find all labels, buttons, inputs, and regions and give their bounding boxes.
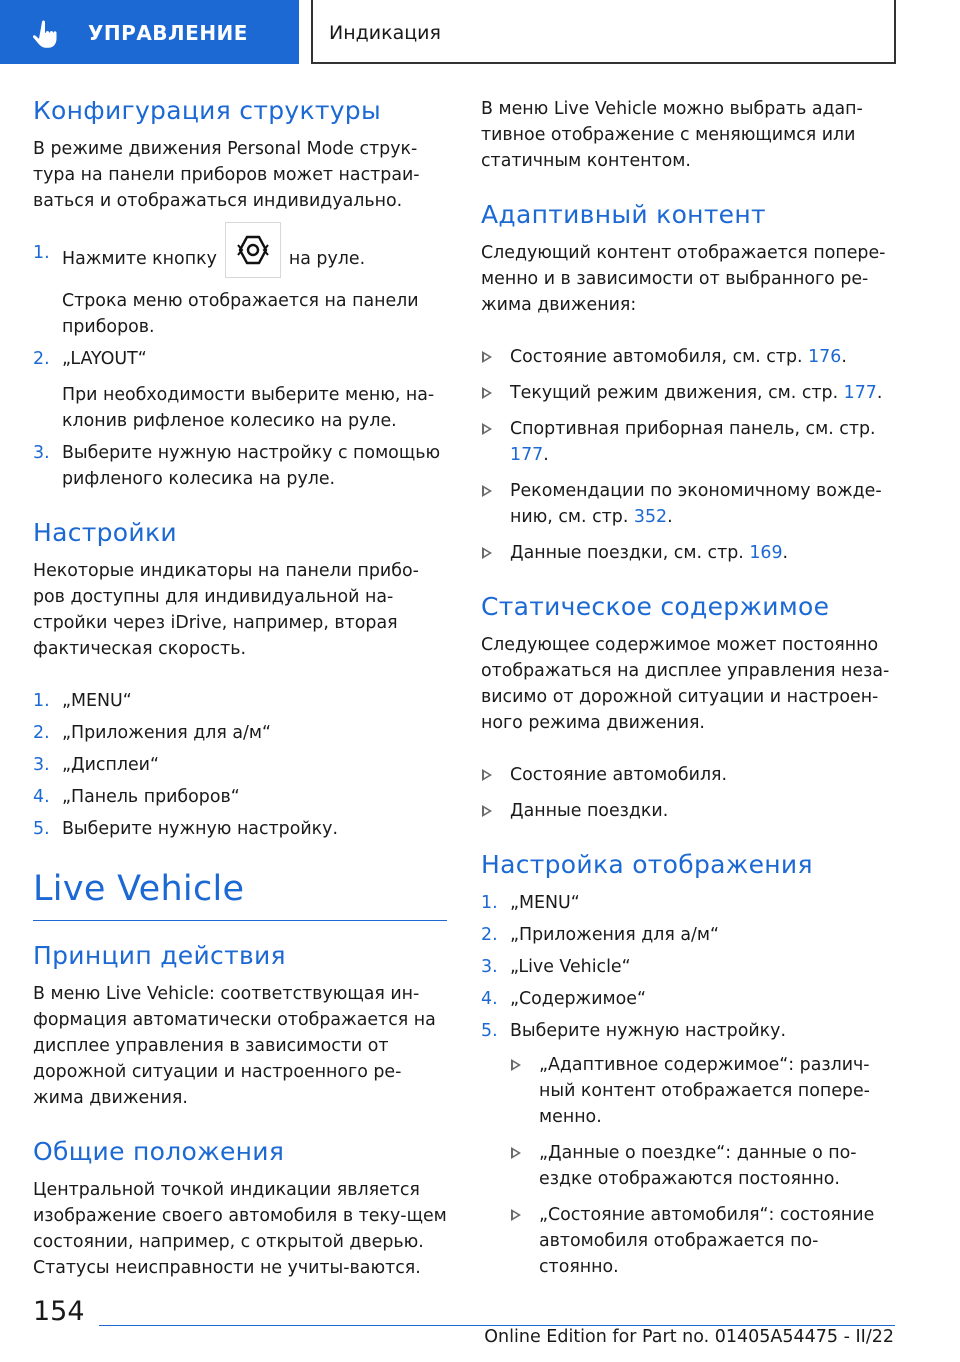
step-number: 5. — [33, 819, 50, 839]
list-item — [33, 440, 447, 492]
step-text: на руле. — [288, 249, 366, 269]
step-number: 3. — [33, 443, 50, 463]
step-text: „Панель приборов“ — [62, 787, 240, 807]
bullet-list — [481, 762, 895, 824]
bullet-end: . — [876, 383, 883, 403]
step-number: 1. — [481, 893, 498, 913]
right-column — [481, 96, 895, 1306]
page-link[interactable]: 176 — [808, 347, 842, 367]
step-text: Выберите нужную настройку. — [510, 1021, 786, 1041]
list-item — [481, 380, 895, 406]
list-item — [481, 798, 895, 824]
paragraph: В меню Live Vehicle можно выбрать адап-тивное отображение с меняющимся или статичным контентом. — [481, 99, 863, 171]
list-item — [481, 954, 895, 980]
steps-list — [481, 890, 895, 1280]
triangle-bullet-icon — [511, 1209, 521, 1221]
list-item — [33, 240, 447, 340]
section-tab — [0, 0, 299, 64]
heading-structure-config: Конфигурация структуры — [33, 96, 382, 125]
step-text: „Содержимое“ — [510, 989, 646, 1009]
bullet-text: „Состояние автомобиля“: состояние автомобиля отображается по-стоянно. — [539, 1205, 875, 1277]
step-text: Нажмите кнопку — [62, 249, 217, 269]
step-text: „Приложения для а/м“ — [510, 925, 719, 945]
triangle-bullet-icon — [482, 769, 492, 781]
paragraph: В меню Live Vehicle: соответствующая ин-формация автоматически отображается на дисплее управления в зависимости от дорожной ситуации и настроенного ре-жима движения. — [33, 984, 436, 1108]
bullet-text: Состояние автомобиля, см. стр. — [510, 347, 803, 367]
footer-edition: Online Edition for Part no. 01405A54475 - II/22 — [484, 1327, 894, 1347]
step-sub-text: Строка меню отображается на панели приборов. — [62, 291, 419, 337]
bullet-end: . — [667, 507, 673, 527]
step-number: 2. — [481, 925, 498, 945]
list-item — [481, 1018, 895, 1280]
page-title: Индикация — [329, 22, 441, 44]
bullet-text: „Данные о поездке“: данные о по-ездке отображаются постоянно. — [539, 1143, 857, 1189]
bullet-end: . — [543, 445, 549, 465]
list-item — [510, 1140, 895, 1192]
paragraph: Некоторые индикаторы на панели прибо-ров доступны для индивидуальной на-стройки через iDrive, например, вторая фактическая скорость. — [33, 561, 419, 659]
heading-display-settings: Настройка отображения — [481, 850, 813, 879]
header-title-box — [311, 0, 896, 64]
step-sub-text: При необходимости выберите меню, на-клонив рифленое колесико на руле. — [62, 385, 435, 431]
bullet-text: Спортивная приборная панель, см. стр. — [510, 419, 876, 439]
list-item — [33, 688, 447, 714]
step-number: 5. — [481, 1021, 498, 1041]
list-item — [481, 922, 895, 948]
triangle-bullet-icon — [482, 387, 492, 399]
list-item — [481, 344, 895, 370]
list-item — [33, 752, 447, 778]
hand-pointer-icon — [30, 18, 64, 52]
step-number: 3. — [481, 957, 498, 977]
paragraph: Следующее содержимое может постоянно отображаться на дисплее управления неза-висимо от дорожной ситуации и настроен-ного режима движения. — [481, 635, 890, 733]
list-item — [481, 478, 895, 530]
step-text: „LAYOUT“ — [62, 349, 147, 369]
bullet-list — [481, 344, 895, 566]
heading-adaptive-content: Адаптивный контент — [481, 200, 766, 229]
step-text: Выберите нужную настройку. — [62, 819, 338, 839]
list-item — [481, 416, 895, 468]
left-column — [33, 96, 447, 1307]
triangle-bullet-icon — [482, 805, 492, 817]
step-text: „MENU“ — [510, 893, 580, 913]
list-item — [33, 720, 447, 746]
page-number: 154 — [33, 1296, 85, 1327]
page-link[interactable]: 352 — [633, 507, 668, 527]
list-item — [33, 784, 447, 810]
list-item — [481, 762, 895, 788]
triangle-bullet-icon — [511, 1147, 521, 1159]
heading-static-content: Статическое содержимое — [481, 592, 830, 621]
step-number: 4. — [481, 989, 498, 1009]
triangle-bullet-icon — [482, 485, 492, 497]
bullet-end: . — [782, 543, 789, 563]
step-number: 4. — [33, 787, 50, 807]
bullet-text: „Адаптивное содержимое“: различ-ный контент отображается попере-менно. — [539, 1055, 870, 1127]
list-item — [33, 816, 447, 842]
paragraph: Центральной точкой индикации является изображение своего автомобиля в теку-щем состоянии, например, с открытой дверью. Статусы неисправности не учиты-ваются. — [33, 1180, 447, 1278]
page-link[interactable]: 177 — [510, 445, 544, 465]
step-number: 2. — [33, 349, 50, 369]
page-link[interactable]: 169 — [749, 543, 783, 563]
step-text: „Приложения для а/м“ — [62, 723, 271, 743]
step-number: 1. — [33, 691, 50, 711]
bullet-text: Данные поездки, см. стр. — [510, 543, 744, 563]
paragraph: В режиме движения Personal Mode струк-тура на панели приборов может настраи-ваться и отображаться индивидуально. — [33, 139, 420, 211]
step-text: „Live Vehicle“ — [510, 957, 631, 977]
triangle-bullet-icon — [482, 547, 492, 559]
heading-settings: Настройки — [33, 518, 177, 547]
bullet-text: Состояние автомобиля. — [510, 765, 728, 785]
page-link[interactable]: 177 — [843, 383, 877, 403]
step-number: 2. — [33, 723, 50, 743]
steps-list — [33, 688, 447, 842]
triangle-bullet-icon — [482, 423, 492, 435]
bullet-end: . — [841, 347, 847, 367]
list-item — [481, 890, 895, 916]
list-item — [510, 1052, 895, 1130]
list-item — [510, 1202, 895, 1280]
triangle-bullet-icon — [511, 1059, 521, 1071]
section-label: УПРАВЛЕНИЕ — [88, 21, 248, 45]
list-item — [33, 346, 447, 434]
list-item — [481, 986, 895, 1012]
list-item — [481, 540, 895, 566]
bullet-text: Текущий режим движения, см. стр. — [510, 383, 839, 403]
footer-divider — [99, 1325, 895, 1326]
triangle-bullet-icon — [482, 351, 492, 363]
step-text: „Дисплеи“ — [62, 755, 159, 775]
bullet-text: Рекомендации по экономичному вожде-нию, см. стр. — [510, 481, 882, 527]
step-text: „MENU“ — [62, 691, 132, 711]
step-text: Выберите нужную настройку с помощью рифленого колесика на руле. — [62, 443, 441, 489]
paragraph: Следующий контент отображается попере-менно и в зависимости от выбранного ре-жима движения: — [481, 243, 886, 315]
chapter-heading: Live Vehicle — [33, 869, 245, 909]
step-number: 3. — [33, 755, 50, 775]
sub-bullet-list — [510, 1052, 895, 1280]
gear-button-icon — [225, 222, 281, 278]
heading-general: Общие положения — [33, 1137, 285, 1166]
step-number: 1. — [33, 243, 50, 263]
steps-list — [33, 240, 447, 492]
heading-principle: Принцип действия — [33, 941, 286, 970]
bullet-text: Данные поездки. — [510, 801, 669, 821]
page-header — [0, 0, 960, 66]
chapter-divider — [33, 920, 447, 921]
